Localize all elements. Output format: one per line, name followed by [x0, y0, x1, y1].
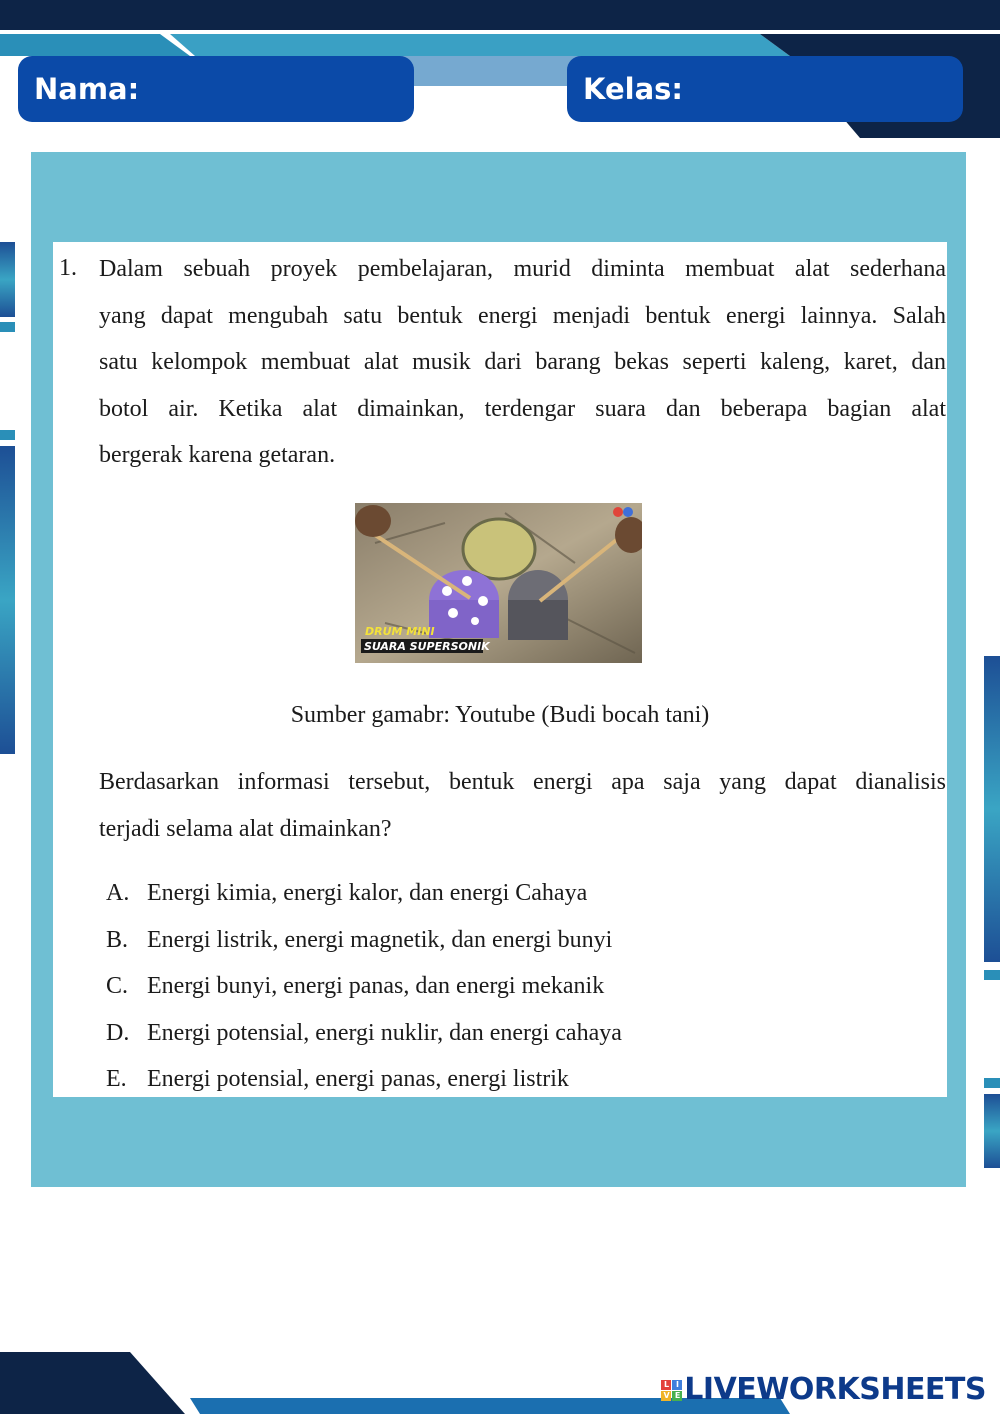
option-d[interactable] [106, 1010, 926, 1057]
question-line: botol air. Ketika alat dimainkan, terdengar suara dan beberapa bagian alat [99, 395, 946, 422]
option-b[interactable] [106, 917, 926, 964]
image-caption: Sumber gamabr: Youtube (Budi bocah tani) [290, 702, 710, 728]
question-line: bergerak karena getaran. [99, 442, 336, 468]
brand-text: LIVEWORKSHEETS [684, 1372, 986, 1407]
prompt-line: terjadi selama alat dimainkan? [99, 815, 392, 842]
image-overlay-line1: DRUM MINI [365, 625, 435, 638]
left-strip-mark-2 [0, 430, 15, 440]
option-a[interactable] [106, 870, 926, 917]
brand-badge-icon [661, 1380, 682, 1401]
right-strip-bottom [984, 1094, 1000, 1168]
prompt-line: Berdasarkan informasi tersebut, bentuk energi apa saja yang dapat dianalisis [99, 769, 946, 795]
question-prompt [99, 759, 946, 852]
image-overlay-line2: SUARA SUPERSONIK [364, 640, 490, 653]
badge-letter: E [672, 1391, 682, 1401]
brand-logo [661, 1372, 986, 1407]
option-letter: E. [106, 1066, 127, 1092]
options-list [106, 870, 926, 1103]
badge-letter: I [672, 1380, 682, 1390]
option-letter: C. [106, 973, 129, 999]
question-line: Dalam sebuah proyek pembelajaran, murid diminta membuat alat sederhana [99, 256, 946, 282]
option-letter: A. [106, 880, 130, 906]
badge-letter: V [661, 1391, 671, 1401]
option-text: Energi potensial, energi nuklir, dan energi cahaya [147, 1019, 622, 1046]
name-field[interactable] [18, 56, 414, 122]
right-strip-top [984, 656, 1000, 962]
question-line: yang dapat mengubah satu bentuk energi menjadi bentuk energi lainnya. Salah [99, 302, 946, 329]
left-strip-bottom [0, 446, 15, 754]
class-label: Kelas: [583, 72, 683, 106]
badge-letter: L [661, 1380, 671, 1390]
option-text: Energi bunyi, energi panas, dan energi mekanik [147, 973, 605, 999]
option-text: Energi kimia, energi kalor, dan energi Cahaya [147, 880, 588, 906]
left-strip-mark [0, 322, 15, 332]
question-text [99, 246, 946, 479]
right-strip-mark-2 [984, 1078, 1000, 1088]
option-text: Energi listrik, energi magnetik, dan energi bunyi [147, 926, 613, 953]
left-strip-top [0, 242, 15, 317]
right-strip-mark [984, 970, 1000, 980]
name-label: Nama: [34, 72, 140, 106]
option-letter: B. [106, 926, 129, 953]
option-e[interactable] [106, 1056, 926, 1103]
drum-image [355, 503, 642, 663]
option-text: Energi potensial, energi panas, energi listrik [147, 1066, 569, 1092]
question-line: satu kelompok membuat alat musik dari barang bekas seperti kaleng, karet, dan [99, 349, 946, 375]
question-number: 1. [59, 255, 77, 281]
option-c[interactable] [106, 963, 926, 1010]
option-letter: D. [106, 1019, 130, 1046]
class-field[interactable] [567, 56, 963, 122]
